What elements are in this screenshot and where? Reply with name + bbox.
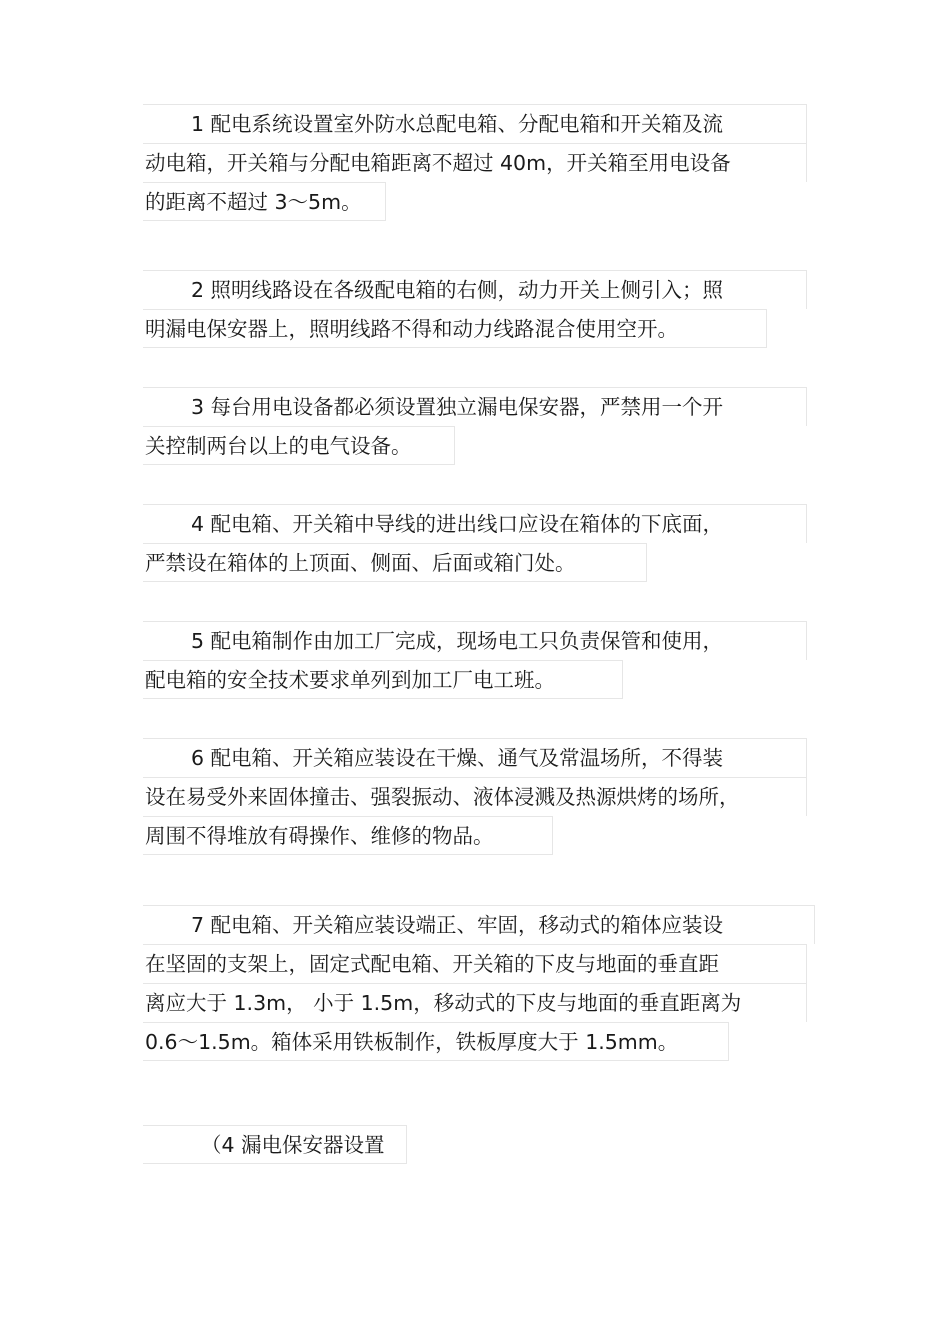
paragraph-line: 周围不得堆放有碍操作、维修的物品。 — [143, 816, 553, 855]
paragraph-2 — [143, 270, 815, 348]
paragraph-line: 关控制两台以上的电气设备。 — [143, 426, 455, 465]
paragraph-line: 7 配电箱、开关箱应装设端正、牢固，移动式的箱体应装设 — [143, 905, 815, 944]
paragraph-line: 0.6～1.5m。箱体采用铁板制作，铁板厚度大于 1.5mm。 — [143, 1022, 729, 1061]
paragraph-line: 严禁设在箱体的上顶面、侧面、后面或箱门处。 — [143, 543, 647, 582]
paragraph-line: 在坚固的支架上，固定式配电箱、开关箱的下皮与地面的垂直距 — [143, 944, 807, 983]
paragraph-5 — [143, 621, 815, 699]
section-heading — [143, 1125, 815, 1164]
paragraph-1 — [143, 104, 815, 221]
paragraph-line: 配电箱的安全技术要求单列到加工厂电工班。 — [143, 660, 623, 699]
paragraph-line: 2 照明线路设在各级配电箱的右侧，动力开关上侧引入；照 — [143, 270, 807, 309]
paragraph-line: 1 配电系统设置室外防水总配电箱、分配电箱和开关箱及流 — [143, 104, 807, 143]
paragraph-3 — [143, 387, 815, 465]
paragraph-line: 离应大于 1.3m， 小于 1.5m，移动式的下皮与地面的垂直距离为 — [143, 983, 807, 1022]
paragraph-6 — [143, 738, 815, 855]
paragraph-line: 设在易受外来固体撞击、强裂振动、液体浸溅及热源烘烤的场所， — [143, 777, 807, 816]
paragraph-line: 5 配电箱制作由加工厂完成，现场电工只负责保管和使用， — [143, 621, 807, 660]
paragraph-7 — [143, 905, 815, 1061]
paragraph-line: 明漏电保安器上，照明线路不得和动力线路混合使用空开。 — [143, 309, 767, 348]
paragraph-4 — [143, 504, 815, 582]
paragraph-line: 3 每台用电设备都必须设置独立漏电保安器，严禁用一个开 — [143, 387, 807, 426]
paragraph-line: 动电箱，开关箱与分配电箱距离不超过 40m，开关箱至用电设备 — [143, 143, 807, 182]
paragraph-line: 的距离不超过 3～5m。 — [143, 182, 386, 221]
paragraph-line: 4 配电箱、开关箱中导线的进出线口应设在箱体的下底面， — [143, 504, 807, 543]
section-heading-text: （4 漏电保安器设置 — [143, 1125, 407, 1164]
paragraph-line: 6 配电箱、开关箱应装设在干燥、通气及常温场所，不得装 — [143, 738, 807, 777]
